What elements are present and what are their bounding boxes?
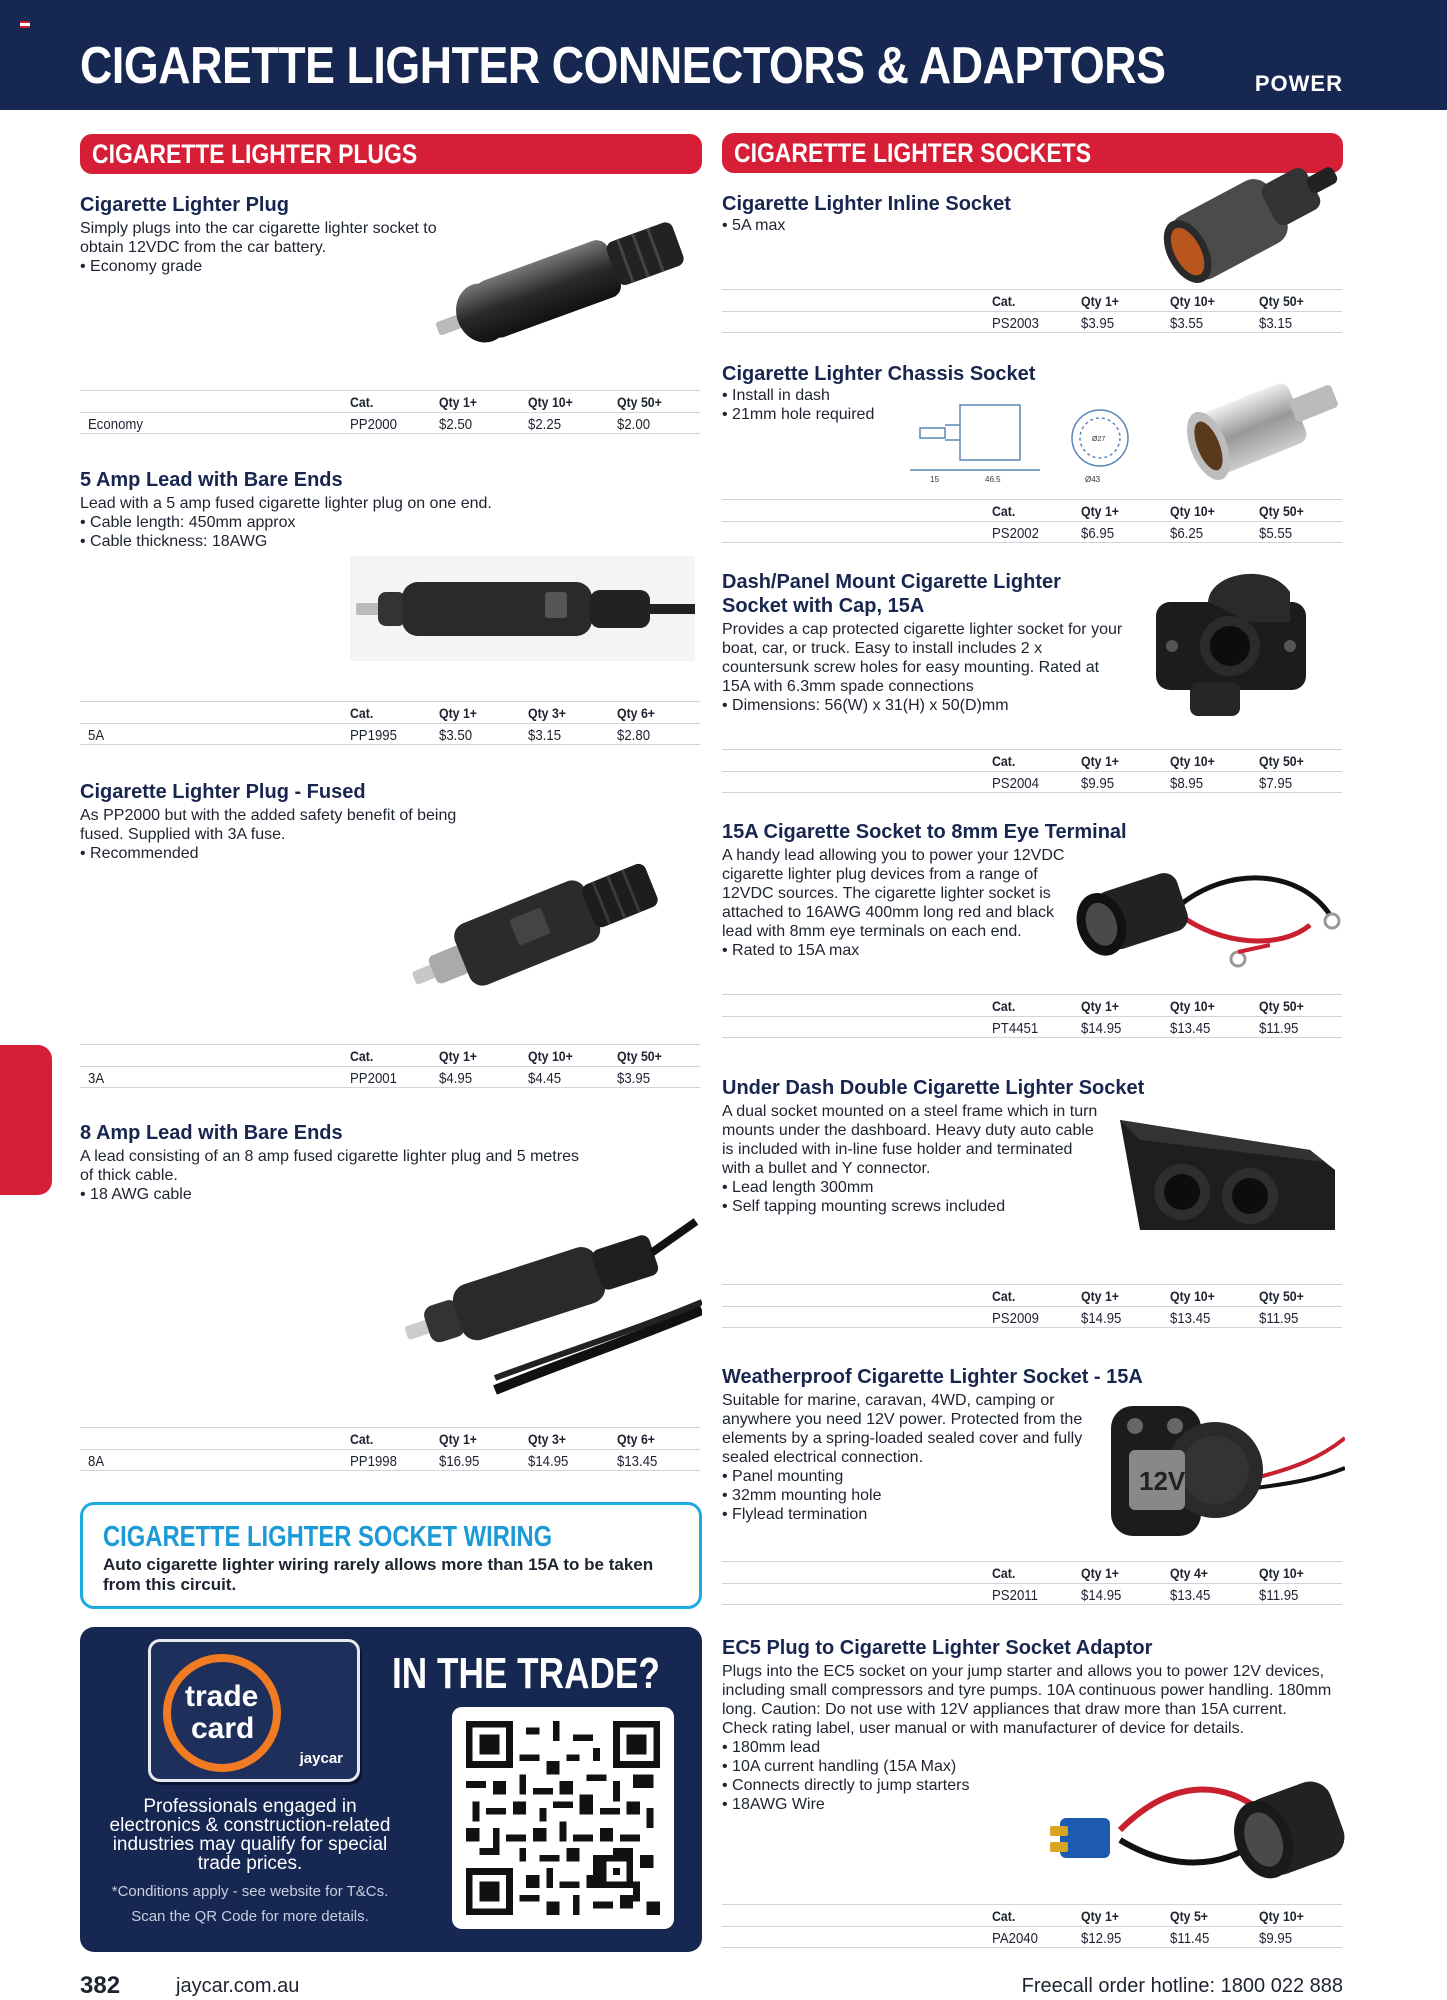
product-description: Suitable for marine, caravan, 4WD, camping or anywhere you need 12V power. Protected from the elements by a spring-loaded sealed cover and fully sealed electrical connection. [722,1392,1083,1466]
feature-item: • Dimensions: 56(W) x 31(H) x 50(D)mm [722,696,1127,715]
product-features [722,1467,1092,1524]
price-qty3: $5.55 [1259,525,1293,542]
price-table-row [722,311,1342,333]
price-qty1: $3.95 [1081,315,1115,332]
price-table [80,1044,700,1088]
product-title: Weatherproof Cigarette Lighter Socket - 15A [722,1366,1143,1388]
price-qty3: $3.15 [1259,315,1293,332]
product-description: As PP2000 but with the added safety benefit of being fused. Supplied with 3A fuse. [80,807,457,843]
header-cat: Cat. [992,503,1016,519]
price-table-row [722,1306,1342,1328]
header-qty1: Qty 1+ [439,705,478,721]
product-title: Dash/Panel Mount Cigarette Lighter [722,571,1061,593]
plug-economy-image [420,210,710,360]
product-description: Lead with a 5 amp fused cigarette lighter plug on one end. [80,495,492,512]
product-features [80,257,460,276]
page-number: 382 [80,1972,121,1999]
header-qty1: Qty 1+ [1081,293,1120,309]
price-qty1: $4.95 [439,1070,473,1087]
product-features [722,941,1082,960]
price-qty2: $13.45 [1170,1310,1211,1327]
price-qty2: $3.15 [528,727,562,744]
header-qty2: Qty 10+ [528,1048,573,1064]
product-inline-socket [722,192,1122,235]
price-table-header [722,499,1342,521]
product-dash-panel-socket [722,570,1127,715]
price-table-header [722,1904,1342,1926]
price-qty3: $3.95 [617,1070,651,1087]
price-qty2: $2.25 [528,416,562,433]
product-plug-economy [80,193,460,276]
cat-number: PT4451 [992,1020,1039,1037]
product-title: Cigarette Lighter Chassis Socket [722,363,1036,385]
price-qty1: $16.95 [439,1453,480,1470]
weatherproof-socket-image [1105,1398,1345,1543]
header-qty2: Qty 10+ [1170,753,1215,769]
price-table-header [722,1284,1342,1306]
feature-item: • 10A current handling (15A Max) [722,1757,1334,1776]
header-qty1: Qty 1+ [1081,1288,1120,1304]
product-weatherproof-socket [722,1365,1143,1524]
header-qty3: Qty 50+ [1259,1288,1304,1304]
header-cat: Cat. [350,1431,374,1447]
product-5amp-lead [80,468,700,551]
product-description: A lead consisting of an 8 amp fused cigarette lighter plug and 5 metres of thick cable. [80,1148,579,1184]
product-plug-fused [80,780,460,863]
section-side-tab [0,1045,52,1195]
header-cat: Cat. [992,753,1016,769]
header-qty1: Qty 1+ [1081,753,1120,769]
price-table [722,1561,1342,1605]
feature-item: • 21mm hole required [722,405,1122,424]
feature-item: • Self tapping mounting screws included [722,1197,1102,1216]
header-qty1: Qty 1+ [1081,503,1120,519]
inline-socket-image [1140,138,1345,288]
price-table-header [722,289,1342,311]
feature-item: • 5A max [722,216,1122,235]
header-qty1: Qty 1+ [1081,1908,1120,1924]
price-qty3: $11.95 [1259,1310,1299,1327]
header-cat: Cat. [992,293,1016,309]
price-qty2: $13.45 [1170,1020,1211,1037]
header-cat: Cat. [992,998,1016,1014]
header-qty2: Qty 10+ [1170,1288,1215,1304]
header-cat: Cat. [992,1565,1016,1581]
header-qty2: Qty 10+ [1170,503,1215,519]
feature-item: • Flylead termination [722,1505,1092,1524]
price-table-row [722,1926,1342,1948]
header-cat: Cat. [350,394,374,410]
product-title: EC5 Plug to Cigarette Lighter Socket Adaptor [722,1637,1153,1659]
product-title: 8 Amp Lead with Bare Ends [80,1122,343,1144]
cat-number: PS2004 [992,775,1039,792]
product-socket-eye-terminal [722,820,1127,960]
price-table [80,701,700,745]
price-qty2: $4.45 [528,1070,562,1087]
order-hotline: Freecall order hotline: 1800 022 888 [1021,1975,1343,1997]
price-qty2: $13.45 [1170,1587,1211,1604]
header-qty1: Qty 1+ [1081,1565,1120,1581]
price-table-header [80,1427,700,1449]
website-link[interactable]: jaycar.com.au [176,1975,300,1997]
price-table-row [80,412,700,434]
header-qty3: Qty 50+ [1259,998,1304,1014]
header-cat: Cat. [350,705,374,721]
price-table-row [722,1016,1342,1038]
price-qty3: $2.00 [617,416,651,433]
product-8amp-lead [80,1121,580,1204]
feature-item: • Recommended [80,844,460,863]
feature-item: • 32mm mounting hole [722,1486,1092,1505]
cat-number: PS2009 [992,1310,1039,1327]
product-description: A dual socket mounted on a steel frame which in turn mounts under the dashboard. Heavy duty auto cable is included with in-line fuse holder and terminated with a bullet and Y connector. [722,1103,1098,1177]
price-qty3: $11.95 [1259,1020,1299,1037]
dimension-label: Ø27 [1092,436,1106,443]
plug-fused-image [395,855,685,1005]
product-description: Simply plugs into the car cigarette lighter socket to obtain 12VDC from the car battery. [80,220,437,256]
price-table-row [722,521,1342,543]
price-table [722,749,1342,793]
dash-panel-socket-image [1150,562,1330,722]
feature-item: • Lead length 300mm [722,1178,1102,1197]
price-table [722,1904,1342,1948]
trade-conditions: *Conditions apply - see website for T&Cs. [111,1883,389,1900]
lead-8amp-image [400,1200,702,1395]
price-table-row [80,1066,700,1088]
header-qty1: Qty 1+ [1081,998,1120,1014]
header-qty3: Qty 6+ [617,705,656,721]
price-qty1: $14.95 [1081,1310,1122,1327]
product-title: 15A Cigarette Socket to 8mm Eye Terminal [722,821,1127,843]
header-qty1: Qty 1+ [439,394,478,410]
cat-number: PP1995 [350,727,397,744]
trade-promo[interactable] [80,1627,702,1952]
feature-item: • Economy grade [80,257,460,276]
header-qty2: Qty 3+ [528,1431,567,1447]
variant-label: Economy [88,416,144,433]
feature-item: • Install in dash [722,386,1122,405]
price-qty2: $11.45 [1170,1930,1210,1947]
price-qty3: $9.95 [1259,1930,1293,1947]
header-qty3: Qty 50+ [1259,753,1304,769]
price-table-row [80,723,700,745]
right-section-banner: CIGARETTE LIGHTER SOCKETS [722,133,1343,173]
cat-number: PA2040 [992,1930,1038,1947]
price-qty1: $2.50 [439,416,473,433]
trade-headline: IN THE TRADE? [392,1649,660,1698]
price-table-header [722,749,1342,771]
price-qty2: $6.25 [1170,525,1204,542]
header-qty3: Qty 50+ [1259,293,1304,309]
under-dash-double-image [1110,1110,1340,1240]
header-qty2: Qty 3+ [528,705,567,721]
price-table [722,1284,1342,1328]
header-qty2: Qty 5+ [1170,1908,1209,1924]
header-cat: Cat. [992,1908,1016,1924]
header-qty3: Qty 10+ [1259,1565,1304,1581]
feature-item: • Rated to 15A max [722,941,1082,960]
price-table [80,1427,700,1471]
trade-scan-note: Scan the QR Code for more details. [131,1908,369,1925]
price-table-row [80,1449,700,1471]
trade-blurb: Professionals engaged in electronics & construction-related industries may qualify for special trade prices. [109,1796,391,1874]
feature-item: • Cable thickness: 18AWG [80,532,700,551]
product-title: Under Dash Double Cigarette Lighter Socket [722,1077,1145,1099]
variant-label: 3A [88,1070,105,1087]
product-title: Cigarette Lighter Plug [80,194,289,216]
price-table-header [80,1044,700,1066]
product-title: Cigarette Lighter Inline Socket [722,193,1011,215]
price-qty1: $6.95 [1081,525,1115,542]
price-qty1: $14.95 [1081,1587,1122,1604]
cat-number: PP1998 [350,1453,397,1470]
price-qty1: $12.95 [1081,1930,1122,1947]
header-qty3: Qty 6+ [617,1431,656,1447]
price-qty1: $14.95 [1081,1020,1122,1037]
chassis-socket-drawing [900,390,1145,485]
product-title: Cigarette Lighter Plug - Fused [80,781,366,803]
variant-label: 8A [88,1453,105,1470]
header-qty1: Qty 1+ [439,1048,478,1064]
header-qty3: Qty 10+ [1259,1908,1304,1924]
wiring-text: Auto cigarette lighter wiring rarely allows more than 15A to be taken from this circuit. [103,1555,654,1594]
header-qty3: Qty 50+ [617,1048,662,1064]
price-table [722,499,1342,543]
ec5-adaptor-image [1050,1760,1345,1895]
price-table-row [722,771,1342,793]
cat-number: PP2001 [350,1070,397,1087]
chassis-socket-image [1170,355,1345,490]
lead-5amp-image [350,556,695,661]
price-qty2: $14.95 [528,1453,569,1470]
price-qty2: $8.95 [1170,775,1204,792]
page-title: CIGARETTE LIGHTER CONNECTORS & ADAPTORS [80,37,1166,95]
cat-number: PS2002 [992,525,1039,542]
price-qty1: $9.95 [1081,775,1115,792]
product-description: Provides a cap protected cigarette lighter socket for your boat, car, or truck. Easy to install includes 2 x countersunk screw holes for easy mounting. Rated at 15A with 6.3mm spade connections [722,621,1123,695]
cat-number: PS2003 [992,315,1039,332]
product-features [80,513,700,551]
feature-item: • 180mm lead [722,1738,1334,1757]
price-table-header [80,390,700,412]
feature-item: • Connects directly to jump starters [722,1776,1334,1795]
price-qty3: $7.95 [1259,775,1293,792]
product-features [722,696,1127,715]
price-table-header [722,1561,1342,1583]
product-title-line2: Socket with Cap, 15A [722,595,925,617]
price-qty1: $3.50 [439,727,473,744]
price-table [722,289,1342,333]
trade-card-logo [148,1639,360,1782]
dimension-label: 15 [930,475,939,484]
header-qty2: Qty 10+ [1170,998,1215,1014]
dimension-label: Ø43 [1085,475,1101,484]
header-qty1: Qty 1+ [439,1431,478,1447]
left-section-banner: CIGARETTE LIGHTER PLUGS [80,134,702,174]
product-title: 5 Amp Lead with Bare Ends [80,469,343,491]
dimension-label: 46.5 [985,475,1001,484]
price-qty3: $2.80 [617,727,651,744]
feature-item: • 18AWG Wire [722,1795,1334,1814]
cat-number: PP2000 [350,416,397,433]
product-features [722,1178,1102,1216]
card-text-line2: card [191,1712,255,1745]
price-qty2: $3.55 [1170,315,1204,332]
socket-eye-terminal-image [1070,855,1345,980]
price-table-row [722,1583,1342,1605]
wiring-info-box [80,1502,702,1609]
price-qty3: $13.45 [617,1453,658,1470]
cat-number: PS2011 [992,1587,1038,1604]
product-features [722,216,1122,235]
feature-item: • 18 AWG cable [80,1185,580,1204]
header-cat: Cat. [350,1048,374,1064]
header-qty2: Qty 10+ [1170,293,1215,309]
qr-code-icon[interactable] [452,1707,674,1929]
header-qty2: Qty 10+ [528,394,573,410]
feature-item: • Cable length: 450mm approx [80,513,700,532]
wiring-title: CIGARETTE LIGHTER SOCKET WIRING [103,1521,553,1553]
cap-label: 12V [1139,1466,1186,1496]
header-cat: Cat. [992,1288,1016,1304]
header-qty2: Qty 4+ [1170,1565,1209,1581]
product-description: A handy lead allowing you to power your 12VDC cigarette lighter plug devices from a range of 12VDC sources. The cigarette lighter socket is attached to 16AWG 400mm long red and black lead with 8mm eye terminals on each end. [722,847,1065,940]
section-label: POWER [1254,71,1343,96]
product-description: Plugs into the EC5 socket on your jump starter and allows you to power 12V devices, including small compressors and tyre pumps. 10A continuous power handling. 180mm long. Caution: Do not use with 12V appliances that draw more than 15A current. Check rating label, user manual or with manufacturer of device for details. [722,1663,1332,1737]
price-qty3: $11.95 [1259,1587,1299,1604]
card-text-line1: trade [185,1680,259,1713]
price-table-header [722,994,1342,1016]
flag-icon [20,21,30,28]
price-table-header [80,701,700,723]
price-table [722,994,1342,1038]
card-brand: jaycar [299,1750,343,1767]
header-qty3: Qty 50+ [617,394,662,410]
page-header [0,0,1447,110]
variant-label: 5A [88,727,105,744]
price-table [80,390,700,434]
header-qty3: Qty 50+ [1259,503,1304,519]
product-under-dash-double [722,1076,1145,1216]
feature-item: • Panel mounting [722,1467,1092,1486]
